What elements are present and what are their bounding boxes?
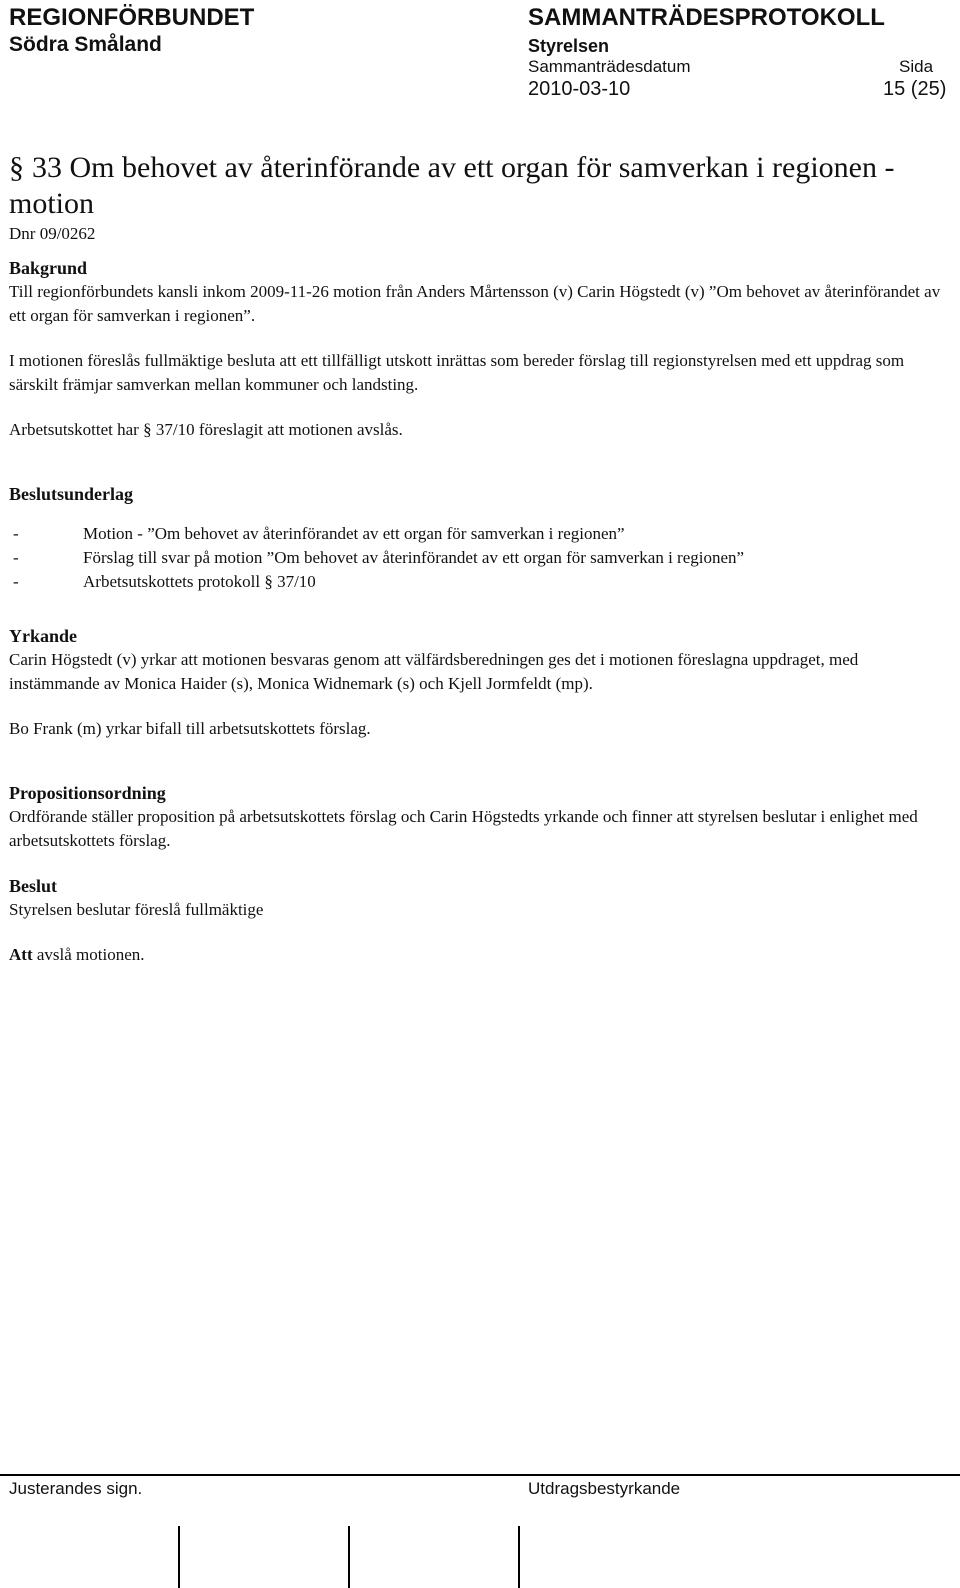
att-label: Att bbox=[9, 945, 33, 964]
bakgrund-paragraph-2: I motionen föreslås fullmäktige besluta att ett tillfälligt utskott inrättas som bereder förslag till regionstyrelsen med ett uppdrag som särskilt främjar samverkan mellan kommuner och landsting. bbox=[9, 351, 905, 394]
adjuster-signature-label: Justerandes sign. bbox=[9, 1479, 143, 1498]
org-subtitle: Södra Småland bbox=[9, 33, 162, 56]
heading-propositionsordning: Propositionsordning bbox=[9, 783, 166, 803]
page-number: 15 (25) bbox=[883, 78, 947, 100]
footer-divider bbox=[0, 1474, 960, 1476]
board-name: Styrelsen bbox=[528, 36, 610, 56]
heading-beslut: Beslut bbox=[9, 876, 58, 896]
diary-number: Dnr 09/0262 bbox=[9, 224, 96, 243]
bakgrund-paragraph-1: Till regionförbundets kansli inkom 2009-11-26 motion från Anders Mårtensson (v) Carin Högstedt (v) ”Om behovet av återinförandet av ett organ för samverkan i regionen”. bbox=[9, 282, 941, 325]
yrkande-paragraph-2: Bo Frank (m) yrkar bifall till arbetsutskottets förslag. bbox=[9, 719, 371, 738]
bakgrund-p3-before: Arbetsutskottet har bbox=[9, 420, 139, 439]
heading-beslutsunderlag: Beslutsunderlag bbox=[9, 484, 134, 504]
propositionsordning-paragraph: Ordförande ställer proposition på arbetsutskottets förslag och Carin Högstedts yrkande och finner att styrelsen beslutar i enlighet med arbetsutskottets förslag. bbox=[9, 807, 918, 850]
list-item: - Arbetsutskottets protokoll § 37/10 bbox=[13, 572, 316, 591]
section-symbol: § bbox=[9, 151, 24, 184]
page-label: Sida bbox=[899, 57, 934, 76]
heading-yrkande: Yrkande bbox=[9, 626, 78, 646]
heading-bakgrund: Bakgrund bbox=[9, 258, 88, 278]
org-name: REGIONFÖRBUNDET bbox=[9, 4, 255, 31]
extract-certification-label: Utdragsbestyrkande bbox=[528, 1479, 681, 1498]
section-title bbox=[9, 150, 949, 222]
beslut-paragraph: Styrelsen beslutar föreslå fullmäktige bbox=[9, 900, 264, 919]
signature-box-divider bbox=[178, 1526, 180, 1588]
document-type: SAMMANTRÄDESPROTOKOLL bbox=[528, 4, 885, 31]
list-item: - Förslag till svar på motion ”Om behovet av återinförandet av ett organ för samverkan i regionen” bbox=[13, 548, 745, 567]
bakgrund-p3-after: 37/10 föreslagit att motionen avslås. bbox=[155, 420, 403, 439]
signature-box-divider bbox=[348, 1526, 350, 1588]
document-body bbox=[9, 150, 949, 967]
beslut-att-clause bbox=[9, 943, 949, 967]
beslutsunderlag-list bbox=[9, 522, 949, 594]
yrkande-paragraph-1: Carin Högstedt (v) yrkar att motionen besvaras genom att välfärdsberedningen ges det i motionen föreslagna uppdraget, med instämmande av Monica Haider (s), Monica Widnemark (s) och Kjell Jormfeldt (mp). bbox=[9, 650, 859, 693]
att-text: avslå motionen. bbox=[36, 945, 145, 964]
paragraph-symbol: § bbox=[143, 420, 152, 439]
signature-box-divider bbox=[518, 1526, 520, 1588]
meeting-date-label: Sammanträdesdatum bbox=[528, 57, 691, 76]
list-item: - Motion - ”Om behovet av återinförandet av ett organ för samverkan i regionen” bbox=[13, 524, 625, 543]
bakgrund-paragraph-3 bbox=[9, 418, 949, 442]
meeting-date: 2010-03-10 bbox=[528, 78, 631, 100]
section-title-text: 33 Om behovet av återinförande av ett organ för samverkan i regionen - motion bbox=[9, 151, 895, 220]
